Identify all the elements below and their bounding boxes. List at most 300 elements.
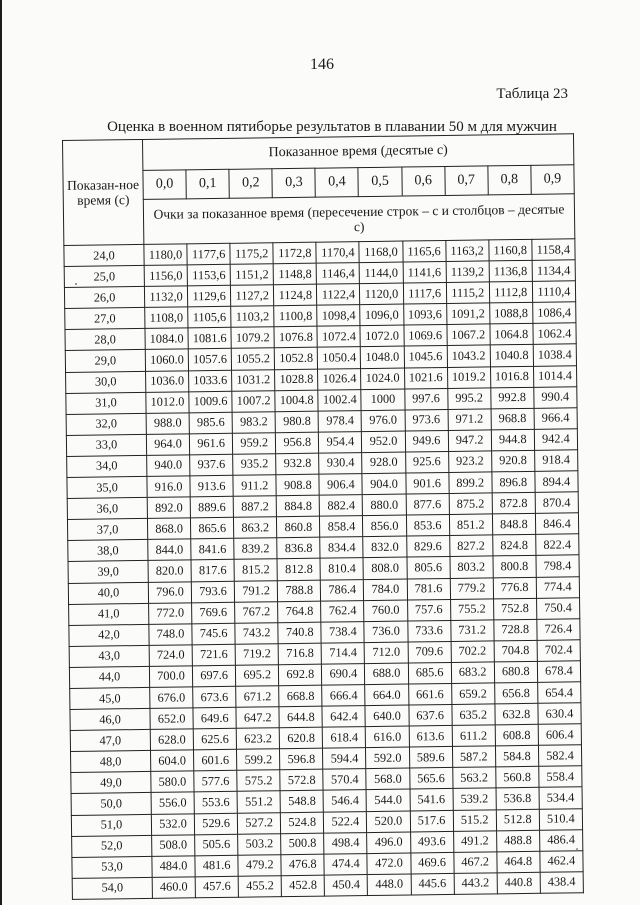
points-cell: 666.4 [322, 685, 365, 707]
points-cell: 947.2 [448, 430, 491, 452]
points-cell: 1038.4 [533, 344, 576, 366]
points-cell: 714.4 [321, 642, 364, 664]
points-cell: 652.0 [150, 708, 193, 730]
points-cell: 935.2 [233, 454, 276, 476]
points-cell: 464.8 [497, 851, 540, 873]
points-cell: 673.6 [193, 686, 236, 708]
points-cell: 455.2 [238, 876, 281, 898]
points-cell: 944.8 [491, 429, 534, 451]
points-cell: 580.0 [151, 771, 194, 793]
points-cell: 815.2 [234, 559, 277, 581]
points-cell: 1052.8 [275, 348, 318, 370]
points-cell: 776.8 [493, 577, 536, 599]
points-cell: 440.8 [497, 872, 540, 894]
points-cell: 632.8 [495, 703, 538, 725]
points-cell: 824.8 [492, 535, 535, 557]
points-cell: 637.6 [408, 705, 451, 727]
time-cell: 25,0 [64, 266, 144, 288]
points-cell: 940.0 [147, 455, 190, 477]
time-cell: 46,0 [70, 708, 150, 730]
points-cell: 844.0 [148, 539, 191, 561]
points-cell: 882.4 [320, 495, 363, 517]
points-cell: 1168,0 [359, 241, 402, 263]
points-cell: 961.6 [189, 433, 232, 455]
points-cell: 1146,4 [317, 263, 360, 285]
points-cell: 529.6 [194, 813, 237, 835]
points-cell: 481.6 [195, 855, 238, 877]
points-cell: 1100,8 [274, 305, 317, 327]
points-cell: 784.0 [364, 579, 407, 601]
points-cell: 1091,2 [446, 303, 489, 325]
points-cell: 1079.2 [231, 327, 274, 349]
points-cell: 764.8 [278, 601, 321, 623]
points-cell: 908.8 [276, 474, 319, 496]
time-cell: 38,0 [68, 540, 148, 562]
points-cell: 541.6 [410, 789, 453, 811]
points-cell: 875.2 [449, 493, 492, 515]
points-cell: 755.2 [450, 598, 493, 620]
points-cell: 654.4 [537, 682, 580, 704]
points-cell: 1112,8 [489, 282, 532, 304]
points-cell: 904.0 [362, 473, 405, 495]
points-cell: 772.0 [149, 602, 192, 624]
tenths-column-header: 0,9 [531, 165, 575, 195]
points-cell: 630.4 [538, 703, 581, 725]
points-cell: 911.2 [233, 475, 276, 497]
time-cell: 37,0 [67, 519, 147, 541]
points-cell: 1033.6 [189, 370, 232, 392]
points-cell: 1134,4 [532, 260, 575, 282]
points-cell: 978.4 [318, 410, 361, 432]
points-cell: 1141,6 [403, 262, 446, 284]
points-cell: 1036.0 [146, 370, 189, 392]
time-cell: 42,0 [69, 624, 149, 646]
points-cell: 896.8 [492, 471, 535, 493]
points-cell: 676.0 [150, 687, 193, 709]
points-cell: 659.2 [451, 683, 494, 705]
points-cell: 476.8 [281, 854, 324, 876]
points-cell: 570.4 [323, 769, 366, 791]
time-cell: 49,0 [71, 772, 151, 794]
time-cell: 27,0 [65, 308, 145, 330]
time-cell: 31,0 [66, 392, 146, 414]
time-cell: 43,0 [69, 645, 149, 667]
points-cell: 1081.6 [188, 328, 231, 350]
points-cell: 1048.0 [361, 347, 404, 369]
points-cell: 640.0 [365, 705, 408, 727]
points-cell: 748.0 [149, 624, 192, 646]
points-cell: 498.4 [324, 832, 367, 854]
points-cell: 611.2 [452, 725, 495, 747]
points-cell: 738.4 [321, 621, 364, 643]
time-cell: 33,0 [66, 434, 146, 456]
points-cell: 1024.0 [361, 368, 404, 390]
points-cell: 928.0 [362, 452, 405, 474]
points-cell: 1165,6 [402, 240, 445, 262]
points-cell: 582.4 [538, 745, 581, 767]
points-cell: 601.6 [194, 750, 237, 772]
points-cell: 548.8 [280, 791, 323, 813]
points-cell: 1086,4 [533, 302, 576, 324]
points-cell: 491.2 [453, 830, 496, 852]
scoring-table [62, 133, 584, 900]
points-cell: 510.4 [539, 808, 582, 830]
points-cell: 683.2 [451, 662, 494, 684]
points-cell: 892.0 [147, 497, 190, 519]
points-cell: 901.6 [405, 473, 448, 495]
points-cell: 868.0 [147, 518, 190, 540]
points-cell: 625.6 [193, 728, 236, 750]
points-cell: 964.0 [146, 434, 189, 456]
points-cell: 1098,4 [317, 305, 360, 327]
points-cell: 1000 [361, 389, 404, 411]
points-cell: 760.0 [364, 600, 407, 622]
points-cell: 1127,2 [231, 285, 274, 307]
points-cell: 839.2 [234, 538, 277, 560]
points-note-header: Очки за показанное время (пересечение строк – с и столбцов – десятые с) [143, 194, 575, 245]
points-cell: 604.0 [151, 750, 194, 772]
points-cell: 1160,8 [489, 239, 532, 261]
points-cell: 880.0 [363, 494, 406, 516]
points-cell: 719.2 [235, 643, 278, 665]
time-cell: 44,0 [69, 666, 149, 688]
points-cell: 577.6 [194, 771, 237, 793]
points-cell: 584.8 [495, 746, 538, 768]
time-cell: 53,0 [72, 856, 152, 878]
points-cell: 546.4 [323, 790, 366, 812]
points-cell: 899.2 [449, 472, 492, 494]
points-cell: 448.0 [368, 874, 411, 896]
points-cell: 702.2 [451, 641, 494, 663]
points-cell: 1060.0 [145, 349, 188, 371]
points-cell: 467.2 [454, 852, 497, 874]
points-cell: 932.8 [276, 453, 319, 475]
points-cell: 620.8 [279, 727, 322, 749]
points-cell: 995.2 [447, 388, 490, 410]
points-cell: 1163,2 [446, 240, 489, 262]
points-cell: 700.0 [149, 666, 192, 688]
points-cell: 512.8 [496, 809, 539, 831]
points-cell: 971.2 [448, 409, 491, 431]
points-cell: 800.8 [493, 556, 536, 578]
points-cell: 1156,0 [144, 265, 187, 287]
page-number: 146 [310, 56, 334, 73]
points-cell: 841.6 [191, 539, 234, 561]
points-cell: 1103,2 [231, 306, 274, 328]
points-cell: 469.6 [410, 852, 453, 874]
points-cell: 560.8 [495, 767, 538, 789]
table-header [63, 134, 575, 246]
points-cell: 1043.2 [447, 345, 490, 367]
points-cell: 589.6 [409, 747, 452, 769]
points-cell: 1076.8 [274, 327, 317, 349]
points-cell: 1026.4 [318, 368, 361, 390]
points-cell: 817.6 [191, 560, 234, 582]
points-cell: 527.2 [238, 812, 281, 834]
points-cell: 1175,2 [230, 243, 273, 265]
points-cell: 1153,6 [187, 264, 230, 286]
points-cell: 644.8 [279, 706, 322, 728]
points-cell: 769.6 [192, 602, 235, 624]
points-cell: 848.8 [492, 514, 535, 536]
tenths-column-header: 0,2 [229, 169, 272, 199]
points-cell: 1170,4 [316, 242, 359, 264]
points-cell: 484.0 [152, 856, 195, 878]
points-cell: 829.6 [406, 536, 449, 558]
points-cell: 508.0 [152, 834, 195, 856]
points-cell: 702.4 [537, 640, 580, 662]
time-cell: 35,0 [67, 476, 147, 498]
points-cell: 1144,0 [360, 262, 403, 284]
points-cell: 1069.6 [404, 325, 447, 347]
points-cell: 798.4 [536, 555, 579, 577]
points-cell: 1057.6 [188, 349, 231, 371]
points-cell: 616.0 [366, 726, 409, 748]
points-cell: 697.6 [192, 665, 235, 687]
points-cell: 793.6 [191, 581, 234, 603]
points-cell: 1045.6 [404, 346, 447, 368]
points-cell: 925.6 [405, 451, 448, 473]
scan-speck [75, 283, 77, 285]
points-cell: 572.8 [280, 769, 323, 791]
points-cell: 462.4 [540, 850, 583, 872]
points-cell: 608.8 [495, 724, 538, 746]
points-cell: 851.2 [449, 514, 492, 536]
points-cell: 788.8 [278, 580, 321, 602]
points-cell: 1136,8 [489, 260, 532, 282]
points-cell: 450.4 [325, 874, 368, 896]
points-cell: 565.6 [409, 768, 452, 790]
points-cell: 966.4 [534, 408, 577, 430]
points-cell: 942.4 [534, 429, 577, 451]
points-cell: 1021.6 [404, 367, 447, 389]
points-cell: 985.6 [189, 412, 232, 434]
points-cell: 479.2 [238, 854, 281, 876]
points-cell: 865.6 [191, 518, 234, 540]
points-cell: 1108,0 [145, 307, 188, 329]
points-cell: 493.6 [410, 831, 453, 853]
points-cell: 810.4 [320, 558, 363, 580]
points-cell: 1129,6 [188, 285, 231, 307]
points-cell: 997.6 [404, 388, 447, 410]
points-cell: 1072.0 [360, 325, 403, 347]
points-cell: 832.0 [363, 536, 406, 558]
points-cell: 913.6 [190, 475, 233, 497]
points-cell: 731.2 [450, 620, 493, 642]
points-cell: 856.0 [363, 515, 406, 537]
points-cell: 1124,8 [274, 284, 317, 306]
tenths-column-header: 0,8 [488, 165, 531, 195]
points-cell: 712.0 [365, 642, 408, 664]
points-cell: 558.4 [539, 766, 582, 788]
points-cell: 1016.8 [490, 366, 533, 388]
time-column-header: Показан-ное время (с) [63, 139, 144, 245]
points-cell: 743.2 [235, 622, 278, 644]
points-cell: 733.6 [407, 620, 450, 642]
time-cell: 45,0 [70, 687, 150, 709]
points-cell: 872.8 [492, 492, 535, 514]
points-cell: 486.4 [539, 829, 582, 851]
points-cell: 983.2 [232, 411, 275, 433]
points-cell: 695.2 [236, 665, 279, 687]
points-cell: 649.6 [193, 707, 236, 729]
points-cell: 445.6 [411, 873, 454, 895]
points-cell: 884.8 [276, 495, 319, 517]
points-cell: 870.4 [535, 492, 578, 514]
table-label: Таблица 23 [496, 86, 568, 102]
points-cell: 457.6 [195, 876, 238, 898]
tenths-column-header: 0,5 [358, 167, 401, 197]
points-cell: 1002.4 [318, 389, 361, 411]
scan-speck [576, 848, 578, 850]
points-cell: 664.0 [365, 684, 408, 706]
points-cell: 937.6 [190, 454, 233, 476]
points-cell: 954.4 [319, 431, 362, 453]
points-cell: 1122,4 [317, 284, 360, 306]
points-cell: 796.0 [148, 581, 191, 603]
points-cell: 613.6 [409, 726, 452, 748]
points-cell: 791.2 [234, 580, 277, 602]
points-cell: 472.0 [367, 853, 410, 875]
points-cell: 1093,6 [403, 304, 446, 326]
points-cell: 1067.2 [447, 324, 490, 346]
points-cell: 1040.8 [490, 345, 533, 367]
points-cell: 596.8 [280, 748, 323, 770]
points-cell: 853.6 [406, 515, 449, 537]
points-cell: 539.2 [453, 788, 496, 810]
time-cell: 48,0 [71, 751, 151, 773]
points-cell: 1177,6 [187, 243, 230, 265]
time-cell: 34,0 [67, 455, 147, 477]
points-cell: 544.0 [367, 789, 410, 811]
points-cell: 628.0 [150, 729, 193, 751]
points-cell: 956.8 [276, 432, 319, 454]
time-cell: 54,0 [72, 877, 152, 899]
points-cell: 745.6 [192, 623, 235, 645]
time-cell: 47,0 [70, 730, 150, 752]
points-cell: 916.0 [147, 476, 190, 498]
points-cell: 594.4 [323, 748, 366, 770]
time-cell: 36,0 [67, 498, 147, 520]
points-cell: 1105,6 [188, 307, 231, 329]
points-cell: 728.8 [494, 619, 537, 641]
points-cell: 1072.4 [317, 326, 360, 348]
points-cell: 836.8 [277, 537, 320, 559]
points-cell: 894.4 [535, 471, 578, 493]
points-cell: 575.2 [237, 770, 280, 792]
time-cell: 24,0 [64, 244, 144, 266]
points-cell: 1117,6 [403, 283, 446, 305]
points-cell: 1151,2 [230, 264, 273, 286]
points-cell: 568.0 [366, 768, 409, 790]
points-cell: 505.6 [195, 834, 238, 856]
points-cell: 968.8 [491, 408, 534, 430]
points-cell: 563.2 [452, 767, 495, 789]
points-cell: 1028.8 [275, 369, 318, 391]
points-cell: 923.2 [448, 451, 491, 473]
points-cell: 1014.4 [533, 365, 576, 387]
points-cell: 858.4 [320, 516, 363, 538]
points-cell: 822.4 [536, 534, 579, 556]
points-cell: 949.6 [405, 430, 448, 452]
points-cell: 443.2 [454, 873, 497, 895]
points-cell: 990.4 [534, 386, 577, 408]
points-cell: 846.4 [535, 513, 578, 535]
points-cell: 980.8 [275, 411, 318, 433]
points-cell: 930.4 [319, 453, 362, 475]
points-cell: 774.4 [536, 576, 579, 598]
points-cell: 1009.6 [189, 391, 232, 413]
points-cell: 1180,0 [144, 244, 187, 266]
points-cell: 438.4 [540, 872, 583, 894]
points-cell: 812.8 [277, 559, 320, 581]
table-body [64, 239, 584, 900]
points-cell: 1132,0 [144, 286, 187, 308]
time-cell: 39,0 [68, 561, 148, 583]
points-cell: 704.8 [494, 640, 537, 662]
points-cell: 973.6 [405, 409, 448, 431]
points-cell: 520.0 [367, 811, 410, 833]
points-cell: 1139,2 [446, 261, 489, 283]
points-cell: 1062.4 [533, 323, 576, 345]
points-cell: 976.0 [362, 410, 405, 432]
time-cell: 40,0 [68, 582, 148, 604]
points-cell: 536.8 [496, 788, 539, 810]
points-cell: 1158,4 [532, 239, 575, 261]
tenths-column-header: 0,6 [401, 166, 444, 196]
time-cell: 26,0 [64, 287, 144, 309]
points-cell: 827.2 [449, 535, 492, 557]
points-cell: 918.4 [534, 450, 577, 472]
points-cell: 724.0 [149, 645, 192, 667]
time-cell: 30,0 [66, 371, 146, 393]
points-cell: 1064.8 [490, 324, 533, 346]
points-cell: 1115,2 [446, 282, 489, 304]
points-cell: 1031.2 [232, 369, 275, 391]
points-cell: 709.6 [408, 641, 451, 663]
points-cell: 1148,8 [273, 263, 316, 285]
points-cell: 757.6 [407, 599, 450, 621]
time-cell: 51,0 [71, 814, 151, 836]
points-cell: 623.2 [236, 728, 279, 750]
points-cell: 779.2 [450, 577, 493, 599]
points-cell: 750.4 [536, 597, 579, 619]
table-caption: Оценка в военном пятиборье результатов в плавании 50 м для мужчин [107, 119, 557, 135]
points-cell: 786.4 [321, 579, 364, 601]
points-cell: 460.0 [152, 877, 195, 899]
points-cell: 1004.8 [275, 390, 318, 412]
tenths-column-header: 0,1 [186, 169, 229, 199]
points-cell: 834.4 [320, 537, 363, 559]
points-cell: 1172,8 [273, 242, 316, 264]
points-cell: 656.8 [494, 682, 537, 704]
points-cell: 1012.0 [146, 392, 189, 414]
time-cell: 32,0 [66, 413, 146, 435]
tenths-column-header: 0,3 [272, 168, 315, 198]
points-cell: 1096,0 [360, 304, 403, 326]
points-cell: 889.6 [190, 496, 233, 518]
points-cell: 556.0 [151, 792, 194, 814]
points-cell: 716.8 [278, 643, 321, 665]
points-cell: 474.4 [324, 853, 367, 875]
points-cell: 522.4 [324, 811, 367, 833]
shown-time-header: Показанное время (десятые с) [142, 134, 573, 171]
points-cell: 992.8 [491, 387, 534, 409]
time-cell: 50,0 [71, 793, 151, 815]
points-cell: 820.0 [148, 560, 191, 582]
points-cell: 553.6 [194, 792, 237, 814]
time-cell: 28,0 [65, 329, 145, 351]
